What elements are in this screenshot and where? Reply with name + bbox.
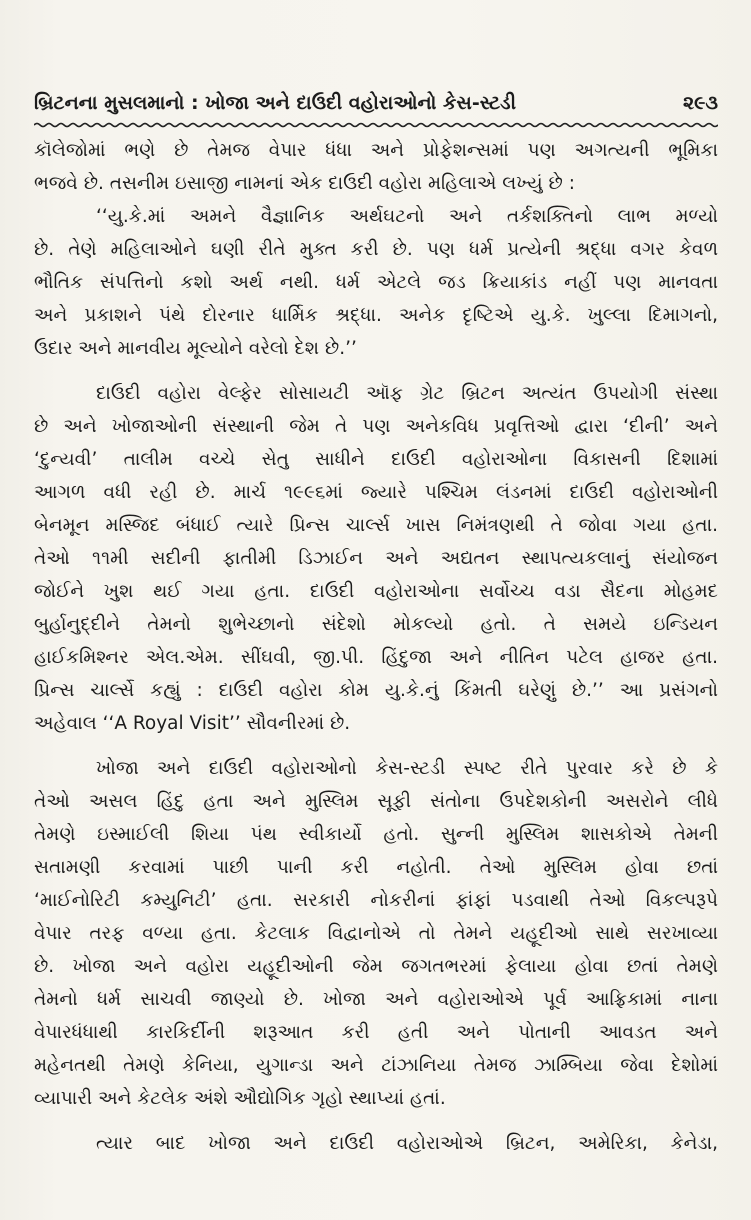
text-line: છે. ખોજા અને વહોરા યહૂદીઓની જેમ જગતભરમાં ફેલાયા હોવા છતાં તેમણે: [34, 956, 718, 977]
text-line: ‘‘યુ.કે.માં અમને વૈજ્ઞાનિક અર્થઘટનો અને તર્કશક્તિનો લાભ મળ્યો: [96, 206, 718, 227]
text-line: વેપારધંધાથી કારકિર્દીની શરૂઆત કરી હતી અને પોતાની આવડત અને: [34, 1022, 718, 1043]
text-line: અને પ્રકાશને પંથે દોરનાર ધાર્મિક શ્રદ્ધા. અનેક દૃષ્ટિએ યુ.કે. ખુલ્લા દિમાગનો,: [34, 305, 718, 326]
text-line: ‘માઈનોરિટી કમ્યુનિટી’ હતા. સરકારી નોકરીનાં ફાંફાં પડવાથી તેઓ વિકલ્પરૂપે: [34, 890, 718, 911]
text-line: બુર્હાનુદ્દીને તેમનો શુભેચ્છાનો સંદેશો મોકલ્યો હતો. તે સમયે ઇન્ડિયન: [34, 614, 718, 635]
text-line: ત્યાર બાદ ખોજા અને દાઉદી વહોરાઓએ બ્રિટન, અમેરિકા, કેનેડા,: [96, 1133, 718, 1154]
text-line: ‘દુન્યવી’ તાલીમ વચ્ચે સેતુ સાધીને દાઉદી વહોરાઓના વિકાસની દિશામાં: [34, 449, 718, 470]
page-number: ૨૯૩: [682, 92, 718, 114]
text-line: મહેનતથી તેમણે કેનિયા, યુગાન્ડા અને ટાંઝાનિયા તેમજ ઝામ્બિયા જેવા દેશોમાં: [34, 1055, 718, 1076]
text-line: છે. તેણે મહિલાઓને ઘણી રીતે મુક્ત કરી છે. પણ ધર્મ પ્રત્યેની શ્રદ્ધા વગર કેવળ: [34, 239, 718, 260]
text-line: વેપાર તરફ વળ્યા હતા. કેટલાક વિદ્વાનોએ તો તેમને યહૂદીઓ સાથે સરખાવ્યા: [34, 923, 718, 944]
text-line: વ્યાપારી અને કેટલેક અંશે ઔદ્યોગિક ગૃહો સ્થાપ્યાં હતાં.: [34, 1088, 446, 1109]
running-header: [34, 90, 718, 124]
text-line: ભૌતિક સંપત્તિનો કશો અર્થ નથી. ધર્મ એટલે જડ ક્રિયાકાંડ નહીં પણ માનવતા: [34, 272, 718, 293]
text-line: તેમનો ધર્મ સાચવી જાણ્યો છે. ખોજા અને વહોરાઓએ પૂર્વ આફ્રિકામાં નાના: [34, 989, 718, 1010]
paragraph-gap: [34, 365, 718, 377]
text-line: બેનમૂન મસ્જિદ બંધાઈ ત્યારે પ્રિન્સ ચાર્લ્સ ખાસ નિમંત્રણથી તે જોવા ગયા હતા.: [34, 515, 718, 536]
paragraph-gap: [34, 1115, 718, 1127]
text-line: તેમણે ઇસ્માઈલી શિયા પંથ સ્વીકાર્યો હતો. સુન્ની મુસ્લિમ શાસકોએ તેમની: [34, 824, 718, 845]
header-wavy-rule: [34, 122, 718, 128]
quote-paragraph: [34, 200, 718, 365]
text-line: છે અને ખોજાઓની સંસ્થાની જેમ તે પણ અનેકવિધ પ્રવૃત્તિઓ દ્વારા ‘દીની’ અને: [34, 416, 718, 437]
text-line: તેઓ અસલ હિંદુ હતા અને મુસ્લિમ સૂફી સંતોના ઉપદેશકોની અસરોને લીધે: [34, 791, 718, 812]
text-line: ખોજા અને દાઉદી વહોરાઓનો કેસ-સ્ટડી સ્પષ્ટ રીતે પુરવાર કરે છે કે: [96, 758, 718, 779]
paragraph: [34, 1127, 718, 1160]
text-line: ભજવે છે. તસનીમ ઇસાજી નામનાં એક દાઉદી વહોરા મહિલાએ લખ્યું છે :: [34, 173, 575, 194]
text-line: આગળ વધી રહી છે. માર્ચ ૧૯૯૬માં જ્યારે પશ્ચિમ લંડનમાં દાઉદી વહોરાઓની: [34, 482, 718, 503]
paragraph: [34, 134, 718, 200]
text-line: અહેવાલ ‘‘A Royal Visit’’ સૌવનીરમાં છે.: [34, 713, 351, 734]
paragraph: [34, 752, 718, 1115]
text-line: દાઉદી વહોરા વેલ્ફેર સોસાયટી ઑફ ગ્રેટ બ્રિટન અત્યંત ઉપયોગી સંસ્થા: [96, 383, 718, 404]
text-line: હાઈકમિશ્નર એલ.એમ. સીંઘવી, જી.પી. હિંદુજા અને નીતિન પટેલ હાજર હતા.: [34, 647, 718, 668]
text-line: જોઈને ખુશ થઈ ગયા હતા. દાઉદી વહોરાઓના સર્વોચ્ચ વડા સૈદના મોહમદ: [34, 581, 718, 602]
paragraph: [34, 377, 718, 740]
text-line: ઉદાર અને માનવીય મૂલ્યોને વરેલો દેશ છે.’’: [34, 338, 357, 359]
body-text: [34, 134, 718, 1160]
text-line: કૉલેજોમાં ભણે છે તેમજ વેપાર ધંધા અને પ્રોફેશન્સમાં પણ અગત્યની ભૂમિકા: [34, 140, 718, 161]
text-line: પ્રિન્સ ચાર્લ્સે કહ્યું : દાઉદી વહોરા કોમ યુ.કે.નું કિંમતી ઘરેણું છે.’’ આ પ્રસંગનો: [34, 680, 718, 701]
text-line: તેઓ ૧૧મી સદીની ફાતીમી ડિઝાઈન અને અદ્યતન સ્થાપત્યકલાનું સંયોજન: [34, 548, 718, 569]
text-line: સતામણી કરવામાં પાછી પાની કરી નહોતી. તેઓ મુસ્લિમ હોવા છતાં: [34, 857, 718, 878]
header-title: બ્રિટનના મુસલમાનો : ખોજા અને દાઉદી વહોરાઓનો કેસ-સ્ટડી: [34, 92, 517, 114]
paragraph-gap: [34, 740, 718, 752]
